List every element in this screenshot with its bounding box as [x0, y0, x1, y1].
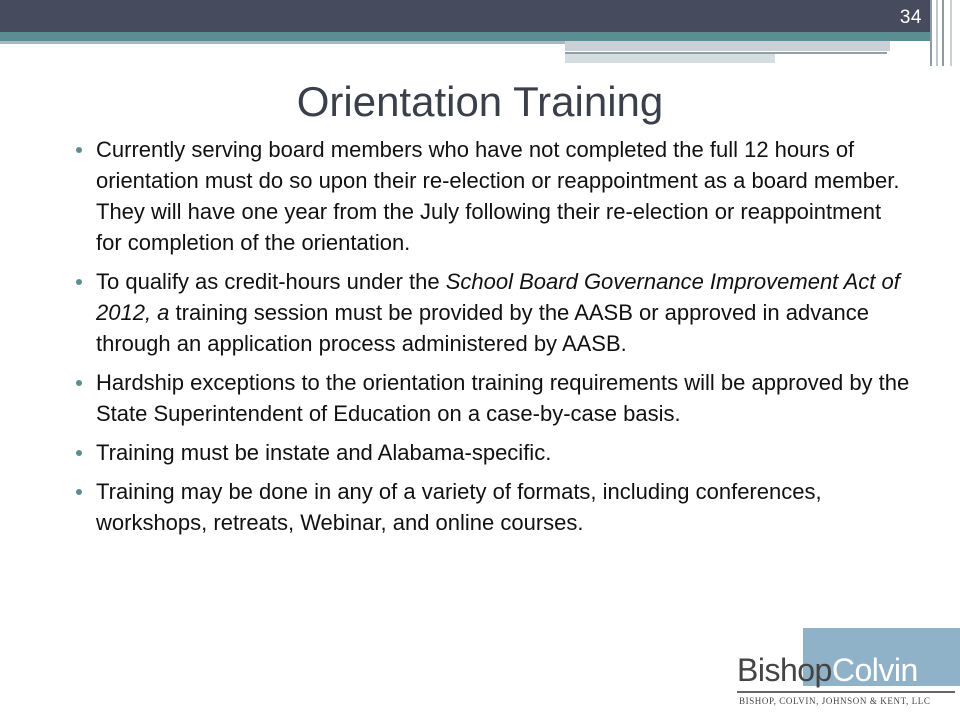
bullet-dot-icon	[76, 489, 82, 495]
bullet-item	[72, 266, 912, 359]
bullet-dot-icon	[76, 147, 82, 153]
page-number: 34	[899, 7, 922, 28]
logo-divider	[737, 691, 955, 693]
header-vertical-line	[936, 0, 938, 66]
bullet-text: Currently serving board members who have not completed the full 12 hours of orientation must do so upon their re-election or reappointment as a board member. They will have one year from the July following their re-election or reappointment for completion of the orientation.	[96, 137, 900, 255]
logo-wordmark	[737, 652, 918, 689]
bullet-item	[72, 134, 912, 258]
logo-word-colvin: Colvin	[831, 652, 918, 688]
header-dark-bar	[0, 0, 930, 32]
header-accent-bar	[565, 41, 890, 51]
logo-word-bishop: Bishop	[737, 652, 832, 688]
bullet-item	[72, 476, 912, 538]
bullet-dot-icon	[76, 450, 82, 456]
header-accent-bar	[0, 41, 565, 44]
logo-subtitle: BISHOP, COLVIN, JOHNSON & KENT, LLC	[739, 696, 931, 706]
bullet-dot-icon	[76, 380, 82, 386]
bullet-text: To qualify as credit-hours under the	[96, 269, 446, 294]
bullet-text: Training must be instate and Alabama-specific.	[96, 440, 552, 465]
bullet-list	[72, 134, 912, 546]
act-name: School Board Governance Improvement Act of 2012, a	[96, 269, 900, 325]
header-vertical-line	[930, 0, 932, 66]
header-teal-bar	[0, 32, 930, 41]
header-vertical-line	[950, 0, 952, 66]
bullet-text: Hardship exceptions to the orientation training requirements will be approved by the State Superintendent of Education on a case-by-case basis.	[96, 370, 910, 426]
header-accent-bar	[565, 54, 775, 63]
header-vertical-line	[942, 0, 944, 66]
bullet-item	[72, 437, 912, 468]
company-logo	[737, 628, 960, 720]
bullet-dot-icon	[76, 279, 82, 285]
bullet-text: Training may be done in any of a variety of formats, including conferences, workshops, retreats, Webinar, and online courses.	[96, 479, 822, 535]
bullet-text: training session must be provided by the AASB or approved in advance through an application process administered by AASB.	[96, 300, 869, 356]
bullet-item	[72, 367, 912, 429]
slide-title: Orientation Training	[296, 78, 664, 125]
